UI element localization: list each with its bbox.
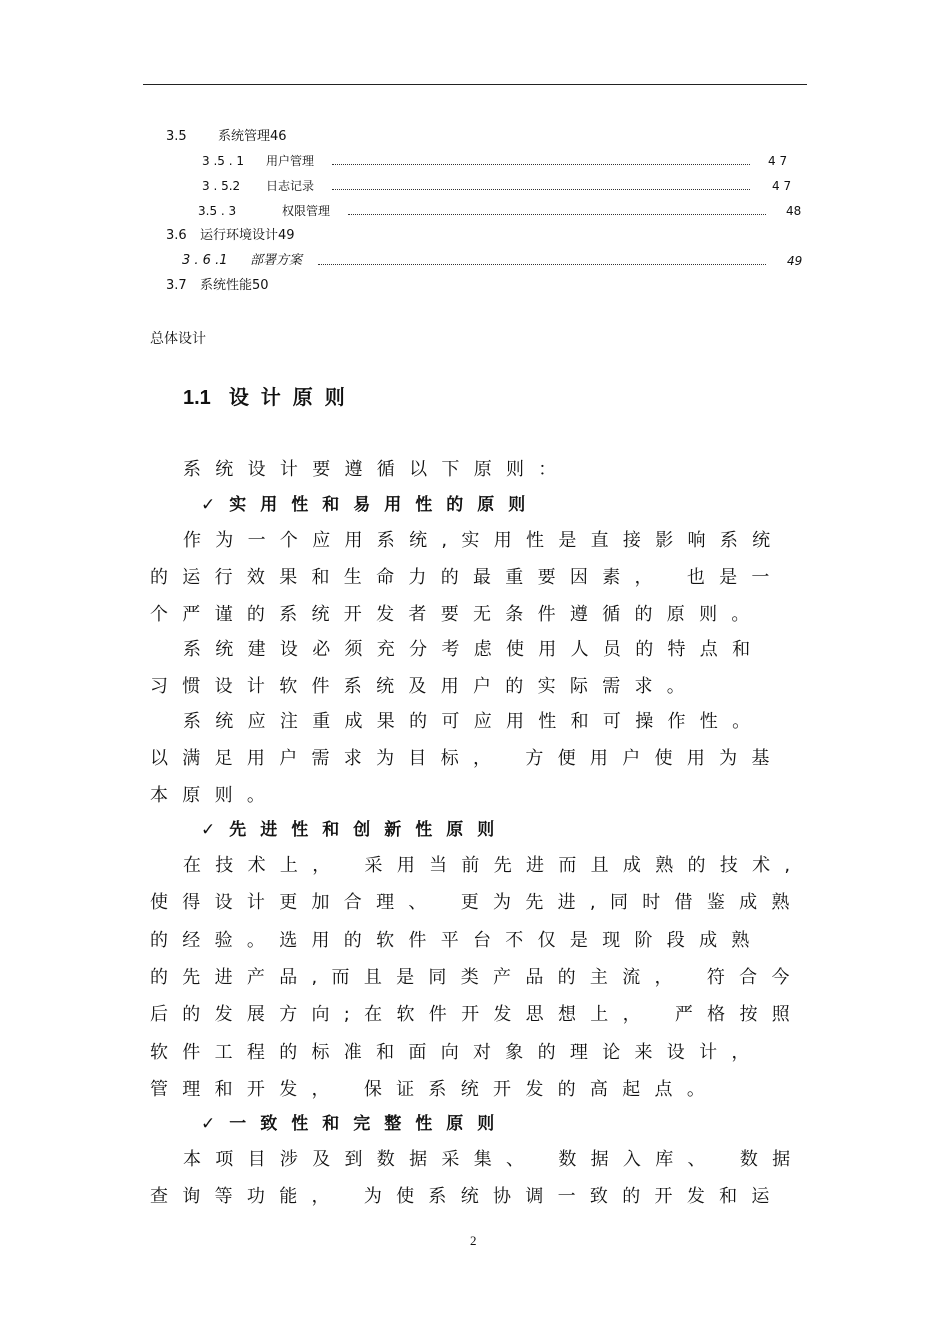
body-line: 使得设计更加合理、 更为先进,同时借鉴成熟: [150, 892, 804, 913]
heading-number: 1.1: [183, 387, 211, 409]
toc-leader: [348, 214, 766, 215]
toc-entry[interactable]: 3.5 . 3 权限管理: [198, 204, 331, 218]
page-number: 2: [470, 1233, 477, 1248]
toc-entry[interactable]: 3 .5 . 1 用户管理: [202, 154, 315, 168]
toc-entry[interactable]: 3.7 系统性能50: [166, 278, 269, 293]
toc-page-number: 49: [787, 254, 803, 268]
body-line: 作为一个应用系统,实用性是直接影响系统: [183, 530, 785, 551]
body-line: 的先进产品,而且是同类产品的主流， 符合今: [150, 967, 804, 988]
toc-leader: [318, 264, 766, 265]
body-line: 习惯设计软件系统及用户的实际需求。: [150, 676, 700, 697]
principle-heading: ✓ 一致性和完整性原则: [201, 1114, 509, 1134]
body-line: 的运行效果和生命力的最重要因素， 也是一: [150, 567, 784, 588]
body-line: 系统应注重成果的可应用性和可操作性。: [183, 711, 765, 732]
body-line: 管理和开发， 保证系统开发的高起点。: [150, 1079, 720, 1100]
body-line: 以满足用户需求为目标， 方便用户使用为基: [150, 748, 784, 769]
section-heading: [183, 381, 357, 410]
body-line: 本原则。: [150, 785, 280, 806]
toc-entry[interactable]: 3 . 5.2 日志记录: [202, 179, 315, 193]
body-line: 的经验。选用的软件平台不仅是现阶段成熟: [150, 930, 764, 951]
body-line: 系统设计要遵循以下原则：: [183, 459, 571, 480]
body-line: 查询等功能， 为使系统协调一致的开发和运: [150, 1186, 784, 1207]
toc-leader: [332, 189, 750, 190]
check-icon: ✓: [201, 495, 216, 515]
toc-page-number: 4 7: [772, 179, 792, 193]
principle-heading: ✓ 先进性和创新性原则: [201, 820, 509, 840]
toc-page-number: 4 7: [768, 154, 788, 168]
toc-entry[interactable]: 3 . 6 .1 部署方案: [182, 253, 303, 268]
body-line: 后的发展方向;在软件开发思想上， 严格按照: [150, 1004, 805, 1025]
toc-entry[interactable]: 3.6 运行环境设计49: [166, 228, 295, 243]
check-icon: ✓: [201, 820, 216, 840]
body-line: 软件工程的标准和面向对象的理论来设计，: [150, 1042, 764, 1063]
heading-title: 设计原则: [228, 385, 357, 409]
check-icon: ✓: [201, 1114, 216, 1134]
body-line: 个严谨的系统开发者要无条件遵循的原则。: [150, 604, 764, 625]
header-rule: [143, 84, 807, 85]
body-line: 本项目涉及到数据采集、 数据入库、 数据: [183, 1149, 805, 1170]
section-label: 总体设计: [150, 331, 206, 347]
toc-page-number: 48: [786, 204, 802, 218]
toc-leader: [332, 164, 750, 165]
body-line: 在技术上， 采用当前先进而且成熟的技术,: [183, 855, 805, 876]
body-line: 系统建设必须充分考虑使用人员的特点和: [183, 639, 765, 660]
principle-heading: ✓ 实用性和易用性的原则: [201, 495, 540, 515]
toc-entry[interactable]: 3.5 系统管理46: [166, 129, 287, 144]
